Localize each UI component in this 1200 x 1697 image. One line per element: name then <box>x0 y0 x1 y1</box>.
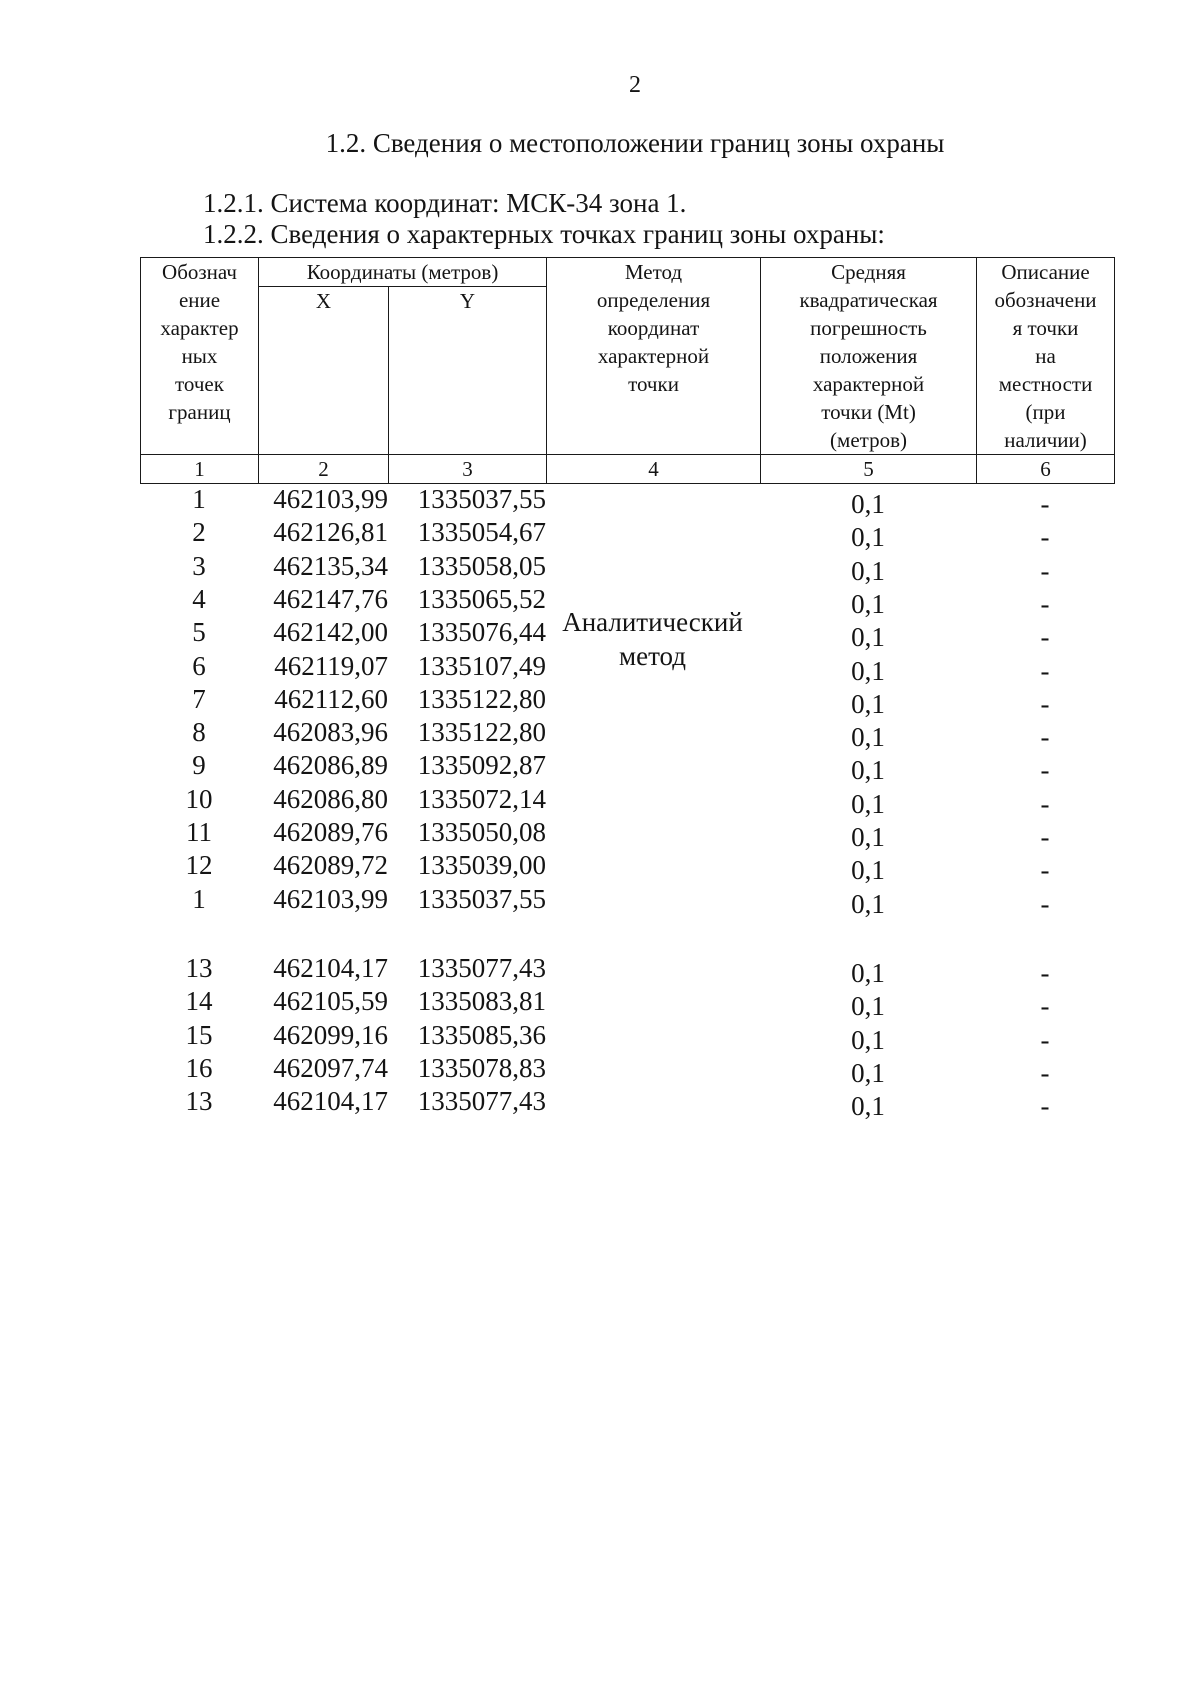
description-value: - <box>1040 555 1050 586</box>
point-number: 15 <box>185 1019 213 1050</box>
column-number: 6 <box>977 455 1115 484</box>
coord-x: 462126,81 <box>273 517 388 548</box>
coord-x: 462086,89 <box>273 750 388 781</box>
accuracy-value: 0,1 <box>851 522 885 553</box>
point-number: 12 <box>185 850 213 881</box>
point-number: 10 <box>185 783 213 814</box>
accuracy-value: 0,1 <box>851 855 885 886</box>
coord-y: 1335092,87 <box>417 750 546 781</box>
accuracy-value: 0,1 <box>851 991 885 1022</box>
points-heading: 1.2.2. Сведения о характерных точках границ зоны охраны: <box>203 219 885 249</box>
coord-x: 462083,96 <box>273 717 388 748</box>
description-value: - <box>1040 688 1050 719</box>
coord-y: 1335083,81 <box>417 986 546 1017</box>
accuracy-value: 0,1 <box>851 722 885 753</box>
coord-y: 1335076,44 <box>417 617 546 648</box>
point-number: 11 <box>186 817 212 847</box>
header-y: Y <box>389 287 547 455</box>
description-value: - <box>1040 1024 1050 1055</box>
description-value: - <box>1040 522 1050 553</box>
coord-y: 1335072,14 <box>417 783 546 814</box>
point-number: 5 <box>192 617 206 648</box>
column-number: 1 <box>141 455 259 484</box>
point-number: 13 <box>185 1086 213 1117</box>
coord-x: 462103,99 <box>273 484 388 514</box>
accuracy-value: 0,1 <box>851 655 885 686</box>
coord-y: 1335077,43 <box>417 1086 546 1117</box>
coord-x: 462142,00 <box>273 617 388 648</box>
point-number: 3 <box>192 550 206 581</box>
coord-y: 1335107,49 <box>417 650 546 681</box>
coord-y: 1335122,80 <box>417 683 546 714</box>
coord-y: 1335058,05 <box>417 550 546 581</box>
description-value: - <box>1040 622 1050 653</box>
point-number: 1 <box>192 484 206 514</box>
coord-x: 462135,34 <box>273 550 388 581</box>
description-value: - <box>1040 655 1050 686</box>
coord-y: 1335077,43 <box>417 953 546 983</box>
header-accuracy: Средняя квадратическая погрешность положения характерной точки (Mt) (метров) <box>761 258 977 455</box>
description-value: - <box>1040 1091 1050 1122</box>
header-designation: Обознач ение характер ных точек границ <box>141 258 259 455</box>
accuracy-value: 0,1 <box>851 489 885 519</box>
description-value: - <box>1040 788 1050 819</box>
accuracy-value: 0,1 <box>851 888 885 919</box>
point-number: 4 <box>192 583 206 614</box>
description-value: - <box>1040 755 1050 786</box>
page-number: 2 <box>629 72 641 98</box>
description-value: - <box>1040 722 1050 753</box>
coord-x: 462119,07 <box>274 650 388 681</box>
point-number: 2 <box>192 517 206 548</box>
coord-y: 1335078,83 <box>417 1052 546 1083</box>
coord-x: 462147,76 <box>273 583 388 614</box>
description-value: - <box>1040 991 1050 1022</box>
column-number: 5 <box>761 455 977 484</box>
point-number: 16 <box>185 1052 213 1083</box>
coord-y: 1335085,36 <box>417 1019 546 1050</box>
accuracy-value: 0,1 <box>851 555 885 586</box>
description-value: - <box>1040 888 1050 919</box>
coord-x: 462104,17 <box>273 953 388 983</box>
accuracy-value: 0,1 <box>851 1091 885 1122</box>
description-value: - <box>1040 958 1050 988</box>
point-number: 8 <box>192 717 206 748</box>
coord-x: 462103,99 <box>273 883 388 914</box>
coord-y: 1335037,55 <box>417 484 546 514</box>
column-number: 3 <box>389 455 547 484</box>
coord-x: 462086,80 <box>273 783 388 814</box>
coord-y: 1335065,52 <box>417 583 546 614</box>
point-number: 1 <box>192 883 206 914</box>
accuracy-value: 0,1 <box>851 788 885 819</box>
coord-y: 1335122,80 <box>417 717 546 748</box>
description-value: - <box>1040 822 1050 852</box>
description-value: - <box>1040 1057 1050 1088</box>
description-value: - <box>1040 855 1050 886</box>
accuracy-value: 0,1 <box>851 958 885 988</box>
coord-y: 1335037,55 <box>417 883 546 914</box>
point-number: 14 <box>185 986 213 1017</box>
coordinate-system-heading: 1.2.1. Система координат: МСК-34 зона 1. <box>203 188 687 218</box>
coord-x: 462104,17 <box>273 1086 388 1117</box>
header-method: Метод определения координат характерной точки <box>547 258 761 455</box>
accuracy-value: 0,1 <box>851 688 885 719</box>
section-title: 1.2. Сведения о местоположении границ зоны охраны <box>325 128 945 158</box>
coord-y: 1335054,67 <box>417 517 546 548</box>
accuracy-value: 0,1 <box>851 1057 885 1088</box>
header-coordinates: Координаты (метров) <box>259 258 547 287</box>
point-number: 7 <box>192 683 206 714</box>
coord-x: 462089,76 <box>273 817 388 847</box>
description-value: - <box>1040 588 1050 619</box>
point-number: 9 <box>192 750 206 781</box>
accuracy-value: 0,1 <box>851 822 885 852</box>
coord-x: 462097,74 <box>273 1052 388 1083</box>
header-description: Описание обозначени я точки на местности (при наличии) <box>977 258 1115 455</box>
coord-y: 1335039,00 <box>417 850 546 881</box>
header-x: X <box>259 287 389 455</box>
column-number: 4 <box>547 455 761 484</box>
point-number: 6 <box>192 650 206 681</box>
coord-x: 462089,72 <box>273 850 388 881</box>
description-value: - <box>1040 489 1050 519</box>
column-number: 2 <box>259 455 389 484</box>
method-value: Аналитический метод <box>562 607 743 671</box>
coord-x: 462105,59 <box>273 986 388 1017</box>
accuracy-value: 0,1 <box>851 622 885 653</box>
point-number: 13 <box>185 953 213 983</box>
points-table-header <box>140 257 1115 484</box>
coord-x: 462112,60 <box>274 683 388 714</box>
accuracy-value: 0,1 <box>851 588 885 619</box>
coord-x: 462099,16 <box>273 1019 388 1050</box>
accuracy-value: 0,1 <box>851 755 885 786</box>
coord-y: 1335050,08 <box>417 817 546 847</box>
accuracy-value: 0,1 <box>851 1024 885 1055</box>
